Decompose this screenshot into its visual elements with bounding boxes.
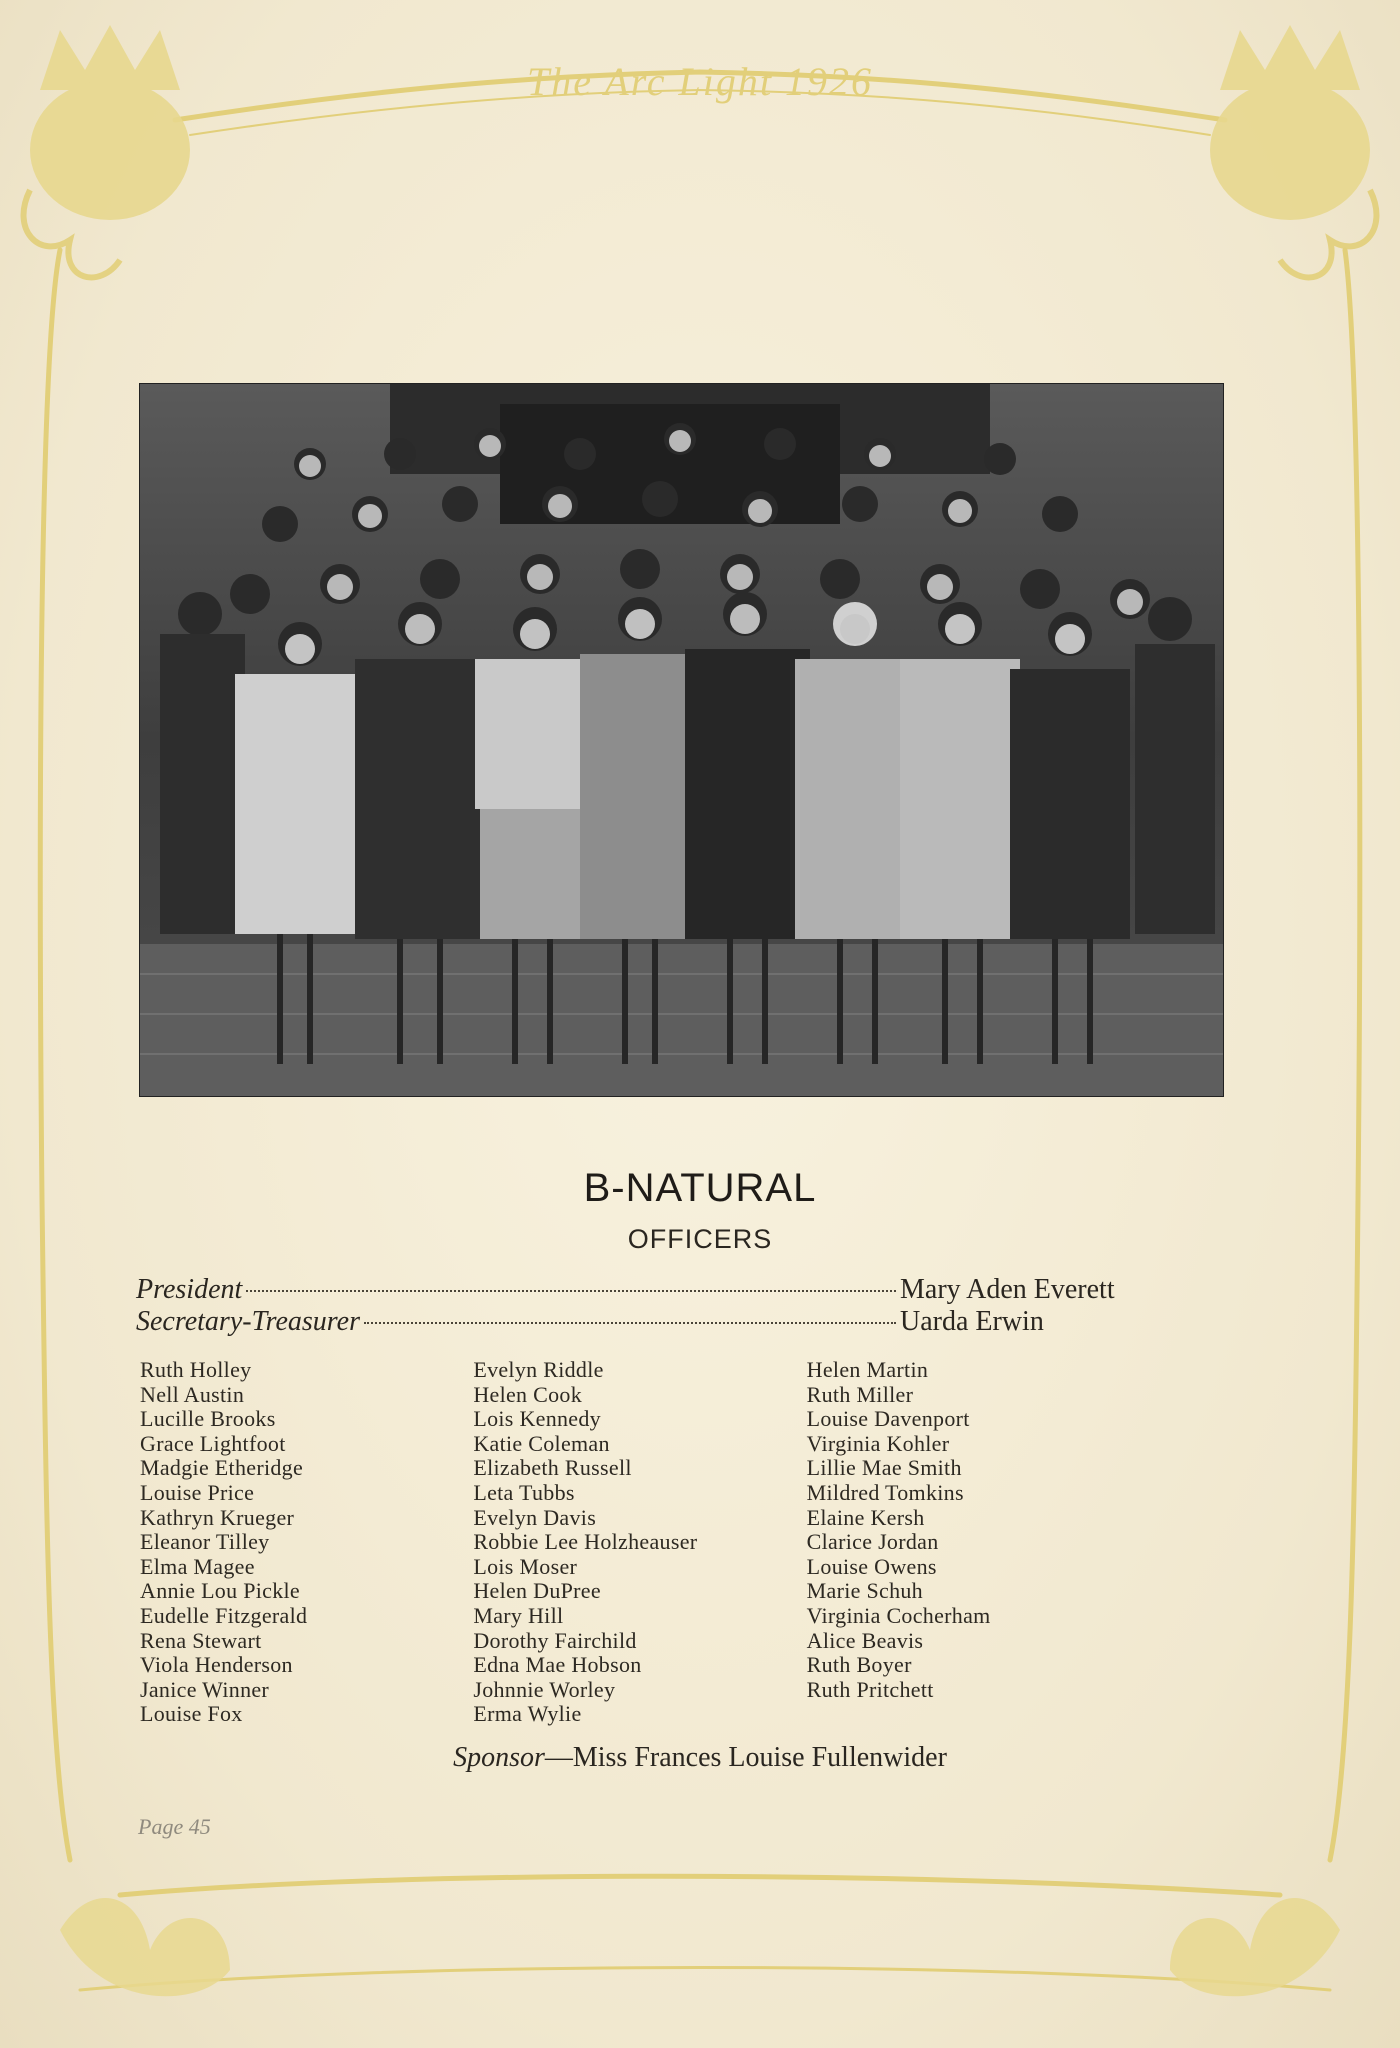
member-column-2 xyxy=(473,1358,806,1727)
list-item: Kathryn Krueger xyxy=(140,1504,295,1530)
leader-dots xyxy=(364,1322,896,1324)
sponsor-name: Miss Frances Louise Fullenwider xyxy=(572,1742,947,1773)
list-item: Katie Coleman xyxy=(473,1430,610,1456)
list-item: Robbie Lee Holzheauser xyxy=(473,1529,698,1555)
section-subtitle: OFFICERS xyxy=(627,1224,773,1254)
list-item: Annie Lou Pickle xyxy=(140,1578,300,1604)
list-item: Louise Fox xyxy=(140,1701,243,1727)
officer-row-president xyxy=(136,1274,1196,1308)
sponsor-line xyxy=(0,1742,1400,1774)
list-item: Edna Mae Hobson xyxy=(473,1652,642,1678)
list-item: Helen DuPree xyxy=(473,1578,601,1604)
list-item: Mildred Tomkins xyxy=(806,1479,964,1505)
officer-role: Secretary-Treasurer xyxy=(136,1306,360,1337)
list-item: Dorothy Fairchild xyxy=(473,1627,637,1653)
list-item: Ruth Miller xyxy=(806,1381,914,1407)
list-item: Elizabeth Russell xyxy=(473,1455,632,1481)
list-item: Louise Davenport xyxy=(806,1406,970,1432)
list-item: Helen Martin xyxy=(806,1357,929,1382)
list-item: Lois Moser xyxy=(473,1553,578,1579)
leader-dots xyxy=(246,1290,896,1292)
section-title: B-NATURAL xyxy=(583,1166,817,1210)
list-item: Janice Winner xyxy=(140,1676,270,1702)
list-item: Rena Stewart xyxy=(140,1627,262,1653)
list-item: Ruth Holley xyxy=(140,1357,252,1382)
list-item: Ruth Pritchett xyxy=(806,1676,934,1702)
list-item: Evelyn Riddle xyxy=(473,1357,604,1382)
list-item: Nell Austin xyxy=(140,1381,245,1407)
list-item: Marie Schuh xyxy=(806,1578,923,1604)
list-item: Helen Cook xyxy=(473,1381,583,1407)
list-item: Grace Lightfoot xyxy=(140,1430,286,1456)
lotus-left-icon xyxy=(60,1898,230,1996)
list-item: Louise Owens xyxy=(806,1553,937,1579)
list-item: Clarice Jordan xyxy=(806,1529,939,1555)
list-item: Lucille Brooks xyxy=(140,1406,276,1432)
list-item: Eudelle Fitzgerald xyxy=(140,1602,308,1628)
sponsor-role: Sponsor xyxy=(453,1742,545,1773)
member-list xyxy=(140,1358,1140,1727)
list-item: Johnnie Worley xyxy=(473,1676,616,1702)
list-item: Erma Wylie xyxy=(473,1701,582,1727)
list-item: Virginia Cocherham xyxy=(806,1602,991,1628)
member-column-1 xyxy=(140,1358,473,1727)
group-photo xyxy=(140,384,1223,1096)
list-item: Ruth Boyer xyxy=(806,1652,912,1678)
officer-row-secretary xyxy=(136,1306,1196,1340)
list-item: Mary Hill xyxy=(473,1602,564,1628)
list-item: Leta Tubbs xyxy=(473,1479,575,1505)
list-item: Evelyn Davis xyxy=(473,1504,597,1530)
officer-name: Mary Aden Everett xyxy=(900,1274,1115,1305)
list-item: Eleanor Tilley xyxy=(140,1529,270,1555)
officer-role: President xyxy=(136,1274,243,1305)
sponsor-dash: — xyxy=(544,1742,573,1773)
officer-name: Uarda Erwin xyxy=(900,1306,1044,1337)
lotus-right-icon xyxy=(1170,1898,1340,1996)
list-item: Lillie Mae Smith xyxy=(806,1455,962,1481)
list-item: Alice Beavis xyxy=(806,1627,924,1653)
page-number: Page 45 xyxy=(138,1814,211,1839)
list-item: Louise Price xyxy=(140,1479,255,1505)
list-item: Elaine Kersh xyxy=(806,1504,925,1530)
list-item: Elma Magee xyxy=(140,1553,255,1579)
list-item: Madgie Etheridge xyxy=(140,1455,304,1481)
list-item: Virginia Kohler xyxy=(806,1430,950,1456)
list-item: Viola Henderson xyxy=(140,1652,293,1678)
member-column-3 xyxy=(807,1358,1140,1727)
yearbook-header: The Arc Light 1926 xyxy=(526,59,874,104)
list-item: Lois Kennedy xyxy=(473,1406,601,1432)
